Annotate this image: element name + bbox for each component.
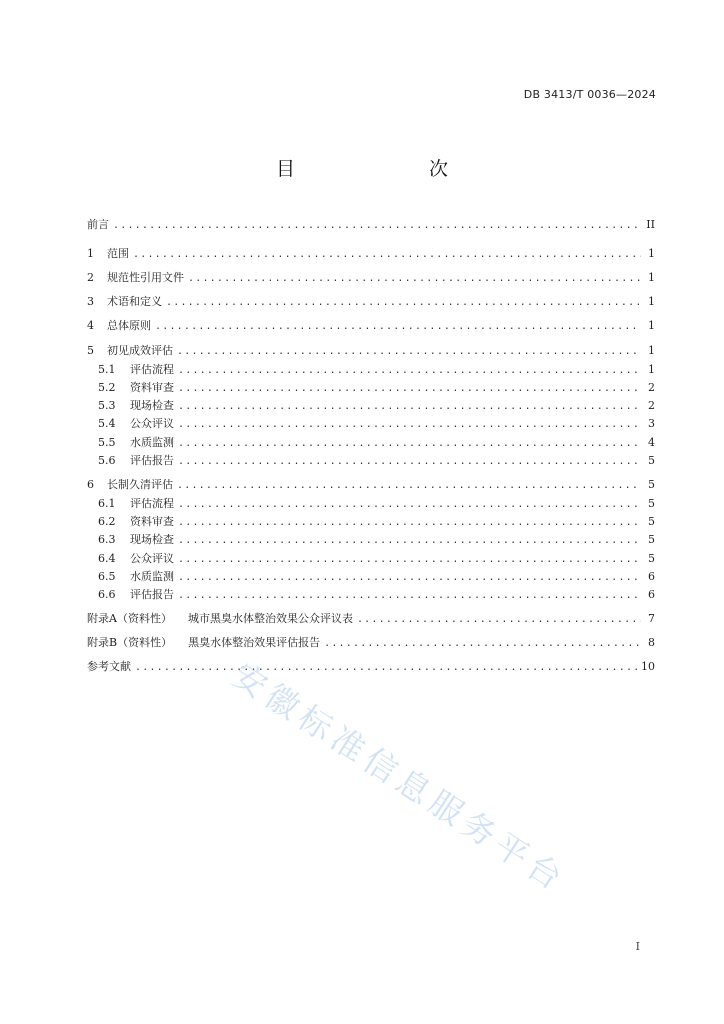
toc-entry-appendix-a[interactable] [87,610,655,626]
toc-entry-5-2[interactable] [98,379,655,395]
toc-entry-page: 1 [648,295,655,308]
watermark: 安徽标准信息服务平台 [225,655,574,901]
toc-entry-number: 5.5 [98,436,116,449]
toc-entry-page: 5 [648,515,655,528]
toc-entry-1[interactable] [87,245,655,261]
dot-leader [178,401,641,412]
dot-leader [178,365,641,376]
toc-entry-number: 6.2 [98,515,116,528]
toc-entry-label: 评估报告 [130,588,174,601]
toc-entry-5-1[interactable] [98,361,655,377]
toc-entry-page: 5 [648,454,655,467]
dot-leader [178,383,641,394]
toc-entry-label: 资料审查 [130,515,174,528]
toc-entry-number: 4 [87,319,94,332]
toc-entry-number: 5.4 [98,417,116,430]
toc-entry-number: 附录A（资料性） [87,612,172,625]
dot-leader [166,297,641,308]
toc-entry-3[interactable] [87,293,655,309]
toc-entry-page: 2 [648,399,655,412]
toc-entry-label: 公众评议 [130,552,174,565]
dot-leader [135,662,637,673]
toc-entry-page: 8 [648,636,655,649]
toc-entry-number: 6.3 [98,533,116,546]
dot-leader [178,572,641,583]
toc-entry-6-5[interactable] [98,568,655,584]
toc-entry-6-6[interactable] [98,586,655,602]
toc-entry-page: 7 [648,612,655,625]
toc-entry-label: 评估流程 [130,363,174,376]
dot-leader [177,480,641,491]
toc-entry-label: 术语和定义 [107,295,162,308]
toc-entry-page: 1 [648,271,655,284]
toc-entry-6[interactable] [87,476,655,492]
toc-entry-label: 资料审查 [130,381,174,394]
dot-leader [357,614,641,625]
dot-leader [178,554,641,565]
toc-entry-page: 1 [648,319,655,332]
dot-leader [188,273,641,284]
toc-entry-label: 城市黑臭水体整治效果公众评议表 [187,612,353,625]
toc-entry-label: 参考文献 [87,660,131,673]
toc-entry-number: 5.2 [98,381,116,394]
toc-entry-number: 6.1 [98,497,116,510]
dot-leader [113,220,641,231]
toc-entry-6-4[interactable] [98,550,655,566]
toc-entry-label: 黑臭水体整治效果评估报告 [188,636,321,649]
toc-entry-5-5[interactable] [98,434,655,450]
toc-entry-label: 长制久清评估 [107,478,173,491]
dot-leader [155,321,641,332]
toc-entry-6-2[interactable] [98,513,655,529]
dot-leader [178,535,641,546]
toc-entry-page: 1 [648,363,655,376]
toc-entry-foreword[interactable] [87,216,655,232]
toc-entry-number: 6.6 [98,588,116,601]
toc-entry-page: 4 [648,436,655,449]
toc-entry-page: 10 [641,660,655,673]
toc-entry-5-4[interactable] [98,415,655,431]
toc-entry-number: 5.3 [98,399,116,412]
toc-entry-label: 评估报告 [130,454,174,467]
toc-entry-number: 6.5 [98,570,116,583]
toc-entry-number: 1 [87,247,94,260]
toc-entry-2[interactable] [87,269,655,285]
toc-entry-4[interactable] [87,317,655,333]
toc-entry-number: 2 [87,271,94,284]
toc-entry-label: 水质监测 [130,570,174,583]
toc-entry-number: 5.1 [98,363,116,376]
toc-entry-label: 范围 [107,247,129,260]
doc-code: DB 3413/T 0036—2024 [523,88,656,101]
toc-entry-page: 6 [648,588,655,601]
toc-entry-page: 6 [648,570,655,583]
toc-entry-label: 初见成效评估 [107,344,173,357]
toc-entry-number: 3 [87,295,94,308]
toc-entry-label: 评估流程 [130,497,174,510]
toc-entry-label: 现场检查 [130,399,174,412]
dot-leader [178,456,641,467]
toc-entry-label: 总体原则 [107,319,151,332]
toc-entry-label: 前言 [87,218,109,231]
toc-entry-number: 5 [87,344,94,357]
page-title: 目 次 [275,158,480,180]
toc-entry-page: 5 [648,533,655,546]
toc-entry-label: 公众评议 [130,417,174,430]
toc-entry-5-6[interactable] [98,452,655,468]
dot-leader [178,517,641,528]
toc-entry-page: 5 [648,497,655,510]
dot-leader [178,438,641,449]
dot-leader [177,346,641,357]
toc-entry-number: 附录B（资料性） [87,636,173,649]
toc-entry-page: 1 [648,247,655,260]
toc-entry-page: II [646,218,655,231]
toc-entry-appendix-b[interactable] [87,634,655,650]
toc-entry-6-1[interactable] [98,495,655,511]
toc-entry-5-3[interactable] [98,397,655,413]
page-number: I [635,940,640,953]
toc-entry-6-3[interactable] [98,531,655,547]
dot-leader [178,419,641,430]
dot-leader [324,638,641,649]
dot-leader [178,499,641,510]
toc-entry-label: 现场检查 [130,533,174,546]
toc-entry-references[interactable] [87,658,655,674]
toc-entry-number: 5.6 [98,454,116,467]
toc-entry-page: 2 [648,381,655,394]
toc-entry-5[interactable] [87,342,655,358]
dot-leader [178,590,641,601]
toc-entry-number: 6.4 [98,552,116,565]
dot-leader [133,249,641,260]
toc-entry-page: 5 [648,478,655,491]
toc-entry-page: 5 [648,552,655,565]
toc-entry-page: 1 [648,344,655,357]
toc-entry-label: 水质监测 [130,436,174,449]
toc-entry-number: 6 [87,478,94,491]
toc-entry-page: 3 [648,417,655,430]
toc-entry-label: 规范性引用文件 [107,271,184,284]
